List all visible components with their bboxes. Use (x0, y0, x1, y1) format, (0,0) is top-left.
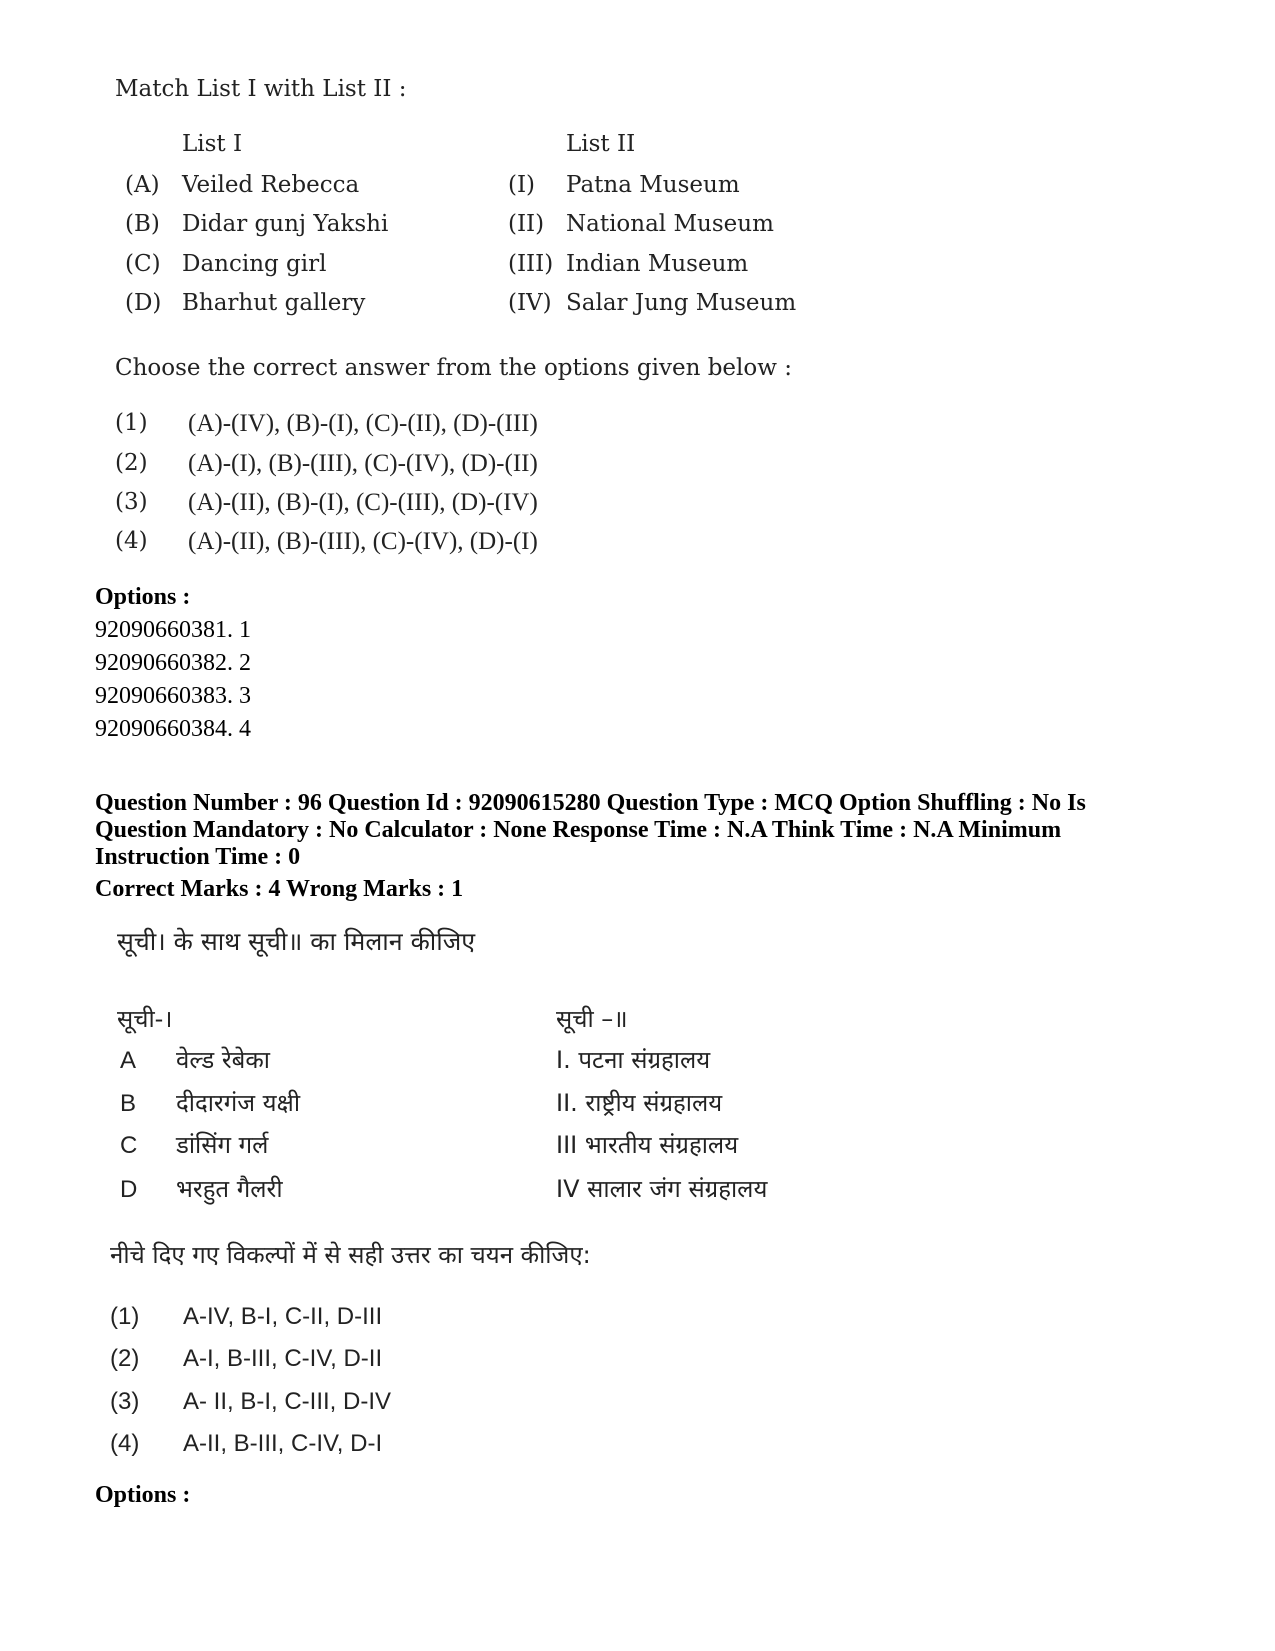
q95-answer-num: (2) (115, 450, 148, 476)
options-label: Options : (95, 1482, 191, 1508)
q95-list2-text: Patna Museum (566, 172, 740, 198)
q95-list1-text: Didar gunj Yakshi (182, 211, 389, 237)
q96-answer-text: A-II, B-III, C-IV, D-I (183, 1430, 383, 1457)
q95-list2-key: (III) (508, 251, 554, 277)
q95-list1-key: (A) (125, 172, 160, 198)
q95-answer-text: (A)-(I), (B)-(III), (C)-(IV), (D)-(II) (188, 450, 538, 477)
q96-list1-key: C (120, 1132, 138, 1159)
q95-list2-header: List II (566, 131, 636, 157)
q95-list1-text: Dancing girl (182, 251, 327, 277)
q96-answer-text: A- II, B-I, C-III, D-IV (183, 1388, 392, 1415)
q95-answer-num: (1) (115, 410, 148, 436)
q95-list1-text: Veiled Rebecca (182, 172, 360, 198)
q95-list1-text: Bharhut gallery (182, 290, 366, 316)
q96-answer-num: (2) (110, 1345, 140, 1372)
question-meta-line: Instruction Time : 0 (95, 844, 301, 870)
q95-answer-num: (3) (115, 489, 148, 515)
q96-list2-text: I. पटना संग्रहालय (556, 1046, 711, 1074)
q95-instruction: Match List I with List II : (115, 76, 407, 102)
q95-answer-text: (A)-(II), (B)-(III), (C)-(IV), (D)-(I) (188, 528, 538, 555)
q95-list2-key: (I) (508, 172, 536, 198)
q96-list2-text: III भारतीय संग्रहालय (556, 1131, 739, 1159)
q96-choose-text: नीचे दिए गए विकल्पों में से सही उत्तर का चयन कीजिए: (110, 1241, 591, 1269)
q96-answer-num: (1) (110, 1303, 140, 1330)
q95-list2-text: National Museum (566, 211, 774, 237)
q96-list1-key: A (120, 1047, 137, 1074)
q96-list1-text: भरहुत गैलरी (176, 1175, 283, 1203)
q95-list2-text: Indian Museum (566, 251, 749, 277)
q95-choose-text: Choose the correct answer from the options given below : (115, 355, 792, 381)
question-marks: Correct Marks : 4 Wrong Marks : 1 (95, 876, 464, 902)
option-item: 92090660381. 1 (95, 617, 251, 643)
q96-answer-num: (3) (110, 1388, 140, 1415)
option-item: 92090660384. 4 (95, 716, 251, 742)
options-label: Options : (95, 584, 191, 610)
q96-list1-header: सूची-। (117, 1005, 173, 1033)
q95-list2-text: Salar Jung Museum (566, 290, 797, 316)
q96-list1-text: डांसिंग गर्ल (176, 1131, 269, 1159)
q96-list2-header: सूची –॥ (556, 1005, 628, 1033)
q96-list2-text: II. राष्ट्रीय संग्रहालय (556, 1089, 723, 1117)
question-meta-line: Question Mandatory : No Calculator : None Response Time : N.A Think Time : N.A Minimum (95, 817, 1062, 843)
q96-answer-text: A-I, B-III, C-IV, D-II (183, 1345, 383, 1372)
q95-list1-key: (B) (125, 211, 160, 237)
option-item: 92090660383. 3 (95, 683, 251, 709)
q95-list1-key: (C) (125, 251, 161, 277)
q95-answer-num: (4) (115, 528, 148, 554)
q96-list2-text: IV सालार जंग संग्रहालय (556, 1175, 768, 1203)
q96-list1-key: B (120, 1090, 137, 1117)
q96-list1-text: दीदारगंज यक्षी (176, 1089, 301, 1117)
q95-list2-key: (IV) (508, 290, 552, 316)
q95-answer-text: (A)-(IV), (B)-(I), (C)-(II), (D)-(III) (188, 410, 538, 437)
q95-answer-text: (A)-(II), (B)-(I), (C)-(III), (D)-(IV) (188, 489, 538, 516)
question-meta-line: Question Number : 96 Question Id : 92090615280 Question Type : MCQ Option Shuffling : No Is (95, 790, 1086, 816)
option-item: 92090660382. 2 (95, 650, 251, 676)
q96-answer-text: A-IV, B-I, C-II, D-III (183, 1303, 383, 1330)
q96-answer-num: (4) (110, 1430, 140, 1457)
q95-list1-key: (D) (125, 290, 162, 316)
q95-list1-header: List I (182, 131, 243, 157)
q96-instruction: सूची। के साथ सूची॥ का मिलान कीजिए (117, 927, 476, 956)
q96-list1-text: वेल्ड रेबेका (176, 1046, 270, 1074)
q96-list1-key: D (120, 1176, 138, 1203)
q95-list2-key: (II) (508, 211, 545, 237)
